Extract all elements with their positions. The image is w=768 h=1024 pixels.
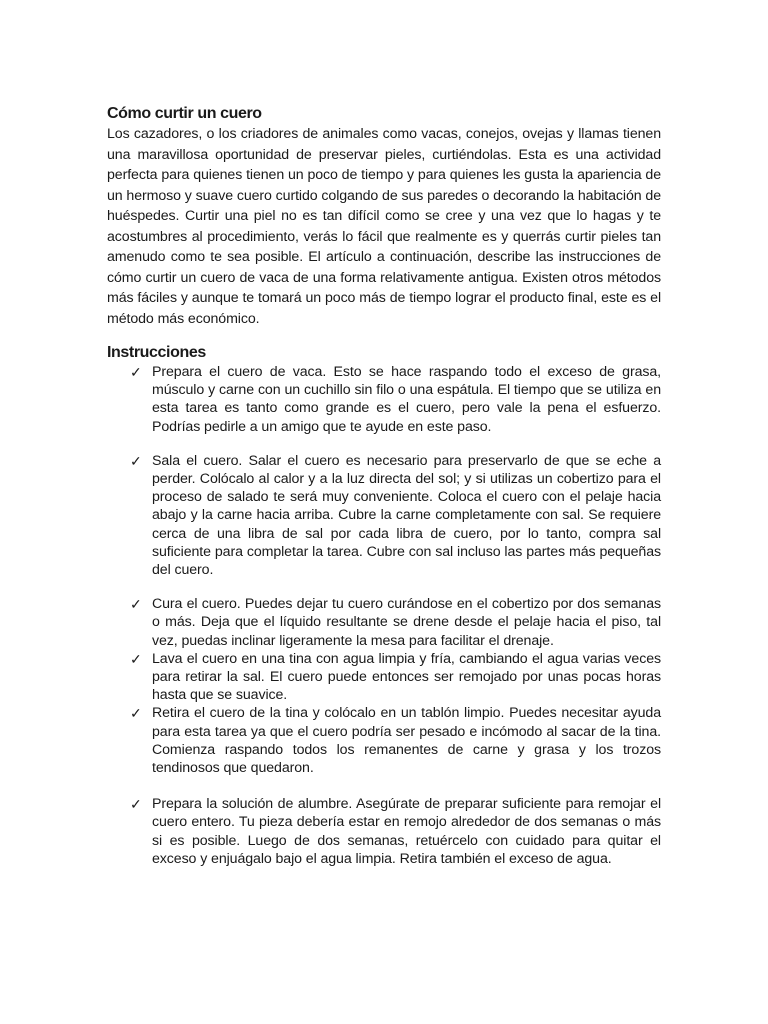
list-item	[107, 363, 661, 436]
checkmark-icon: ✓	[130, 650, 142, 667]
list-item	[107, 595, 661, 650]
step-text: Sala el cuero. Salar el cuero es necesario para preservarlo de que se eche a perder. Colócalo al calor y a la luz directa del sol; y si utilizas un cobertizo para el proceso de salado te será muy conveniente. Coloca el cuero con el pelaje hacia abajo y la carne hacia arriba. Cubre la carne completamente con sal. Se requiere cerca de una libra de sal por cada libra de cuero, por lo tanto, compra sal suficiente para completar la tarea. Cubre con sal incluso las partes más pequeñas del cuero.	[152, 452, 661, 579]
section-title-instructions: Instrucciones	[107, 344, 206, 361]
intro-paragraph: Los cazadores, o los criadores de animales como vacas, conejos, ovejas y llamas tienen una maravillosa oportunidad de preservar pieles, curtiéndolas. Esta es una actividad perfecta para quienes tienen un poco de tiempo y para quienes les gusta la apariencia de un hermoso y suave cuero curtido colgando de sus paredes o decorando la habitación de huéspedes. Curtir una piel no es tan difícil como se cree y una vez que lo hagas y te acostumbres al procedimiento, verás lo fácil que realmente es y querrás curtir pieles tan amenudo como te sea posible. El artículo a continuación, describe las instrucciones de cómo curtir un cuero de vaca de una forma relativamente antigua. Existen otros métodos más fáciles y aunque te tomará un poco más de tiempo lograr el producto final, este es el método más económico.	[107, 126, 661, 327]
instructions-list	[107, 363, 661, 868]
step-text: Prepara el cuero de vaca. Esto se hace raspando todo el exceso de grasa, músculo y carne con un cuchillo sin filo o una espátula. El tiempo que se utiliza en esta tarea es tanto como grande es el cuero, pero vale la pena el esfuerzo. Podrías pedirle a un amigo que te ayude en este paso.	[152, 364, 661, 435]
list-item	[107, 452, 661, 579]
checkmark-icon: ✓	[130, 452, 142, 469]
checkmark-icon: ✓	[130, 364, 142, 380]
list-item	[107, 795, 661, 868]
document-title: Cómo curtir un cuero	[107, 105, 262, 122]
checkmark-icon: ✓	[130, 705, 142, 722]
step-text: Lava el cuero en una tina con agua limpia y fría, cambiando el agua varias veces para retirar la sal. El cuero puede entonces ser remojado por unas pocas horas hasta que se suavice.	[152, 650, 661, 704]
checkmark-icon: ✓	[130, 796, 142, 813]
list-item	[107, 650, 661, 705]
list-item	[107, 704, 661, 777]
document-page	[107, 104, 661, 868]
step-text: Prepara la solución de alumbre. Asegúrate de preparar suficiente para remojar el cuero entero. Tu pieza debería estar en remojo alrededor de dos semanas o más si es posible. Luego de dos semanas, retuércelo con cuidado para quitar el exceso y enjuágalo bajo el agua limpia. Retira también el exceso de agua.	[152, 796, 661, 867]
checkmark-icon: ✓	[130, 596, 142, 613]
step-text: Cura el cuero. Puedes dejar tu cuero curándose en el cobertizo por dos semanas o más. Deja que el líquido resultante se drene desde el pelaje hacia el piso, tal vez, puedas inclinar ligeramente la mesa para facilitar el drenaje.	[152, 596, 661, 649]
step-text: Retira el cuero de la tina y colócalo en un tablón limpio. Puedes necesitar ayuda para esta tarea ya que el cuero podría ser pesado e incómodo al sacar de la tina. Comienza raspando todos los remanentes de carne y grasa y los trozos tendinosos que quedaron.	[152, 705, 661, 777]
